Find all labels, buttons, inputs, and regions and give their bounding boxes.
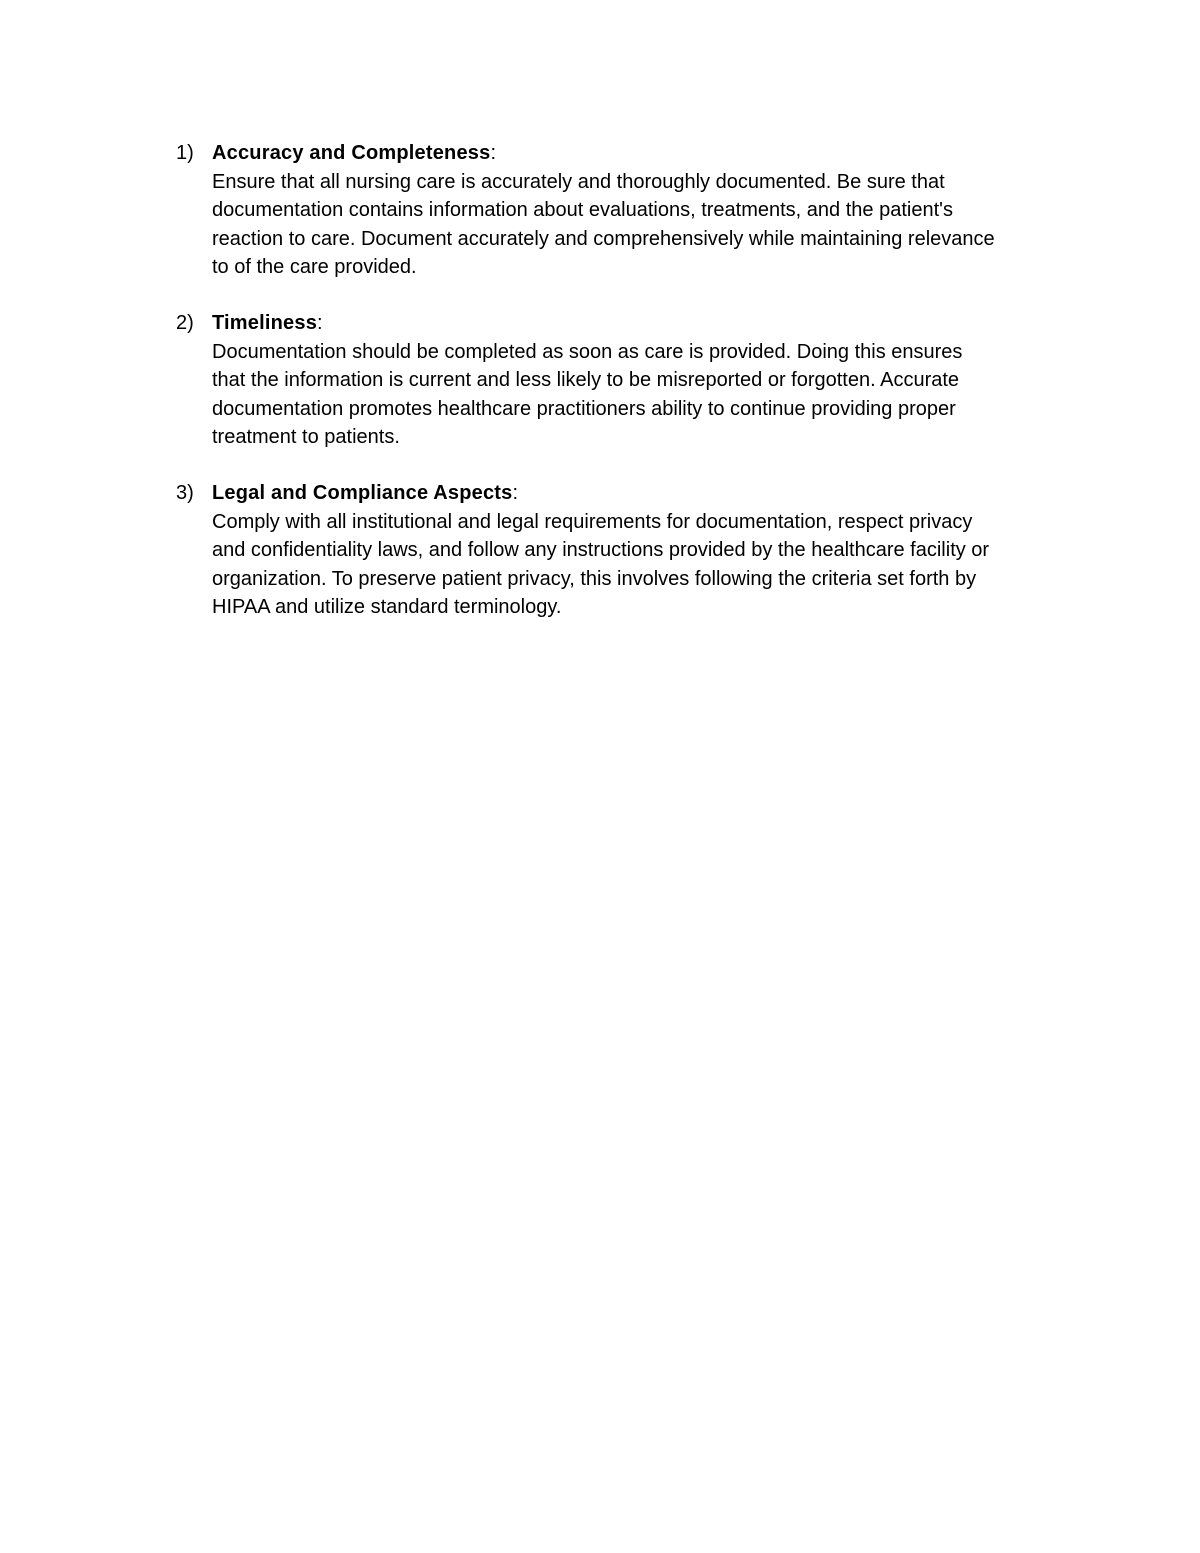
list-item-timeliness [176,309,1076,452]
heading-colon: : [490,142,496,164]
heading-colon: : [512,481,519,504]
item-heading: Legal and Compliance Aspects [212,481,513,504]
item-body: Comply with all institutional and legal requirements for documentation, respect privacy and confidentiality laws, and follow any instructions provided by the healthcare facility or organization. To preserve patient privacy, this involves following the criteria set forth by HIPAA and utilize standard terminology. [212,510,990,619]
numbered-list [176,139,1076,649]
list-item-accuracy [176,139,1076,282]
item-body: Ensure that all nursing care is accurately and thoroughly documented. Be sure that documentation contains information about evaluations, treatments, and the patient's reaction to care. Document accurately and comprehensively while maintaining relevance to of the care provided. [212,170,995,279]
item-number: 1) [176,142,194,164]
item-heading: Timeliness [212,311,318,334]
item-body: Documentation should be completed as soon as care is provided. Doing this ensures that the information is current and less likely to be misreported or forgotten. Accurate documentation promotes healthcare practitioners ability to continue providing proper treatment to patients. [212,340,963,449]
heading-colon: : [317,311,323,334]
item-number: 2) [176,311,194,334]
item-heading: Accuracy and Completeness [212,142,491,164]
list-item-legal-compliance [176,479,1076,622]
item-heading-line [212,309,1076,338]
item-heading-line [212,139,1076,168]
item-heading-line [212,479,1076,508]
item-number: 3) [176,481,194,504]
